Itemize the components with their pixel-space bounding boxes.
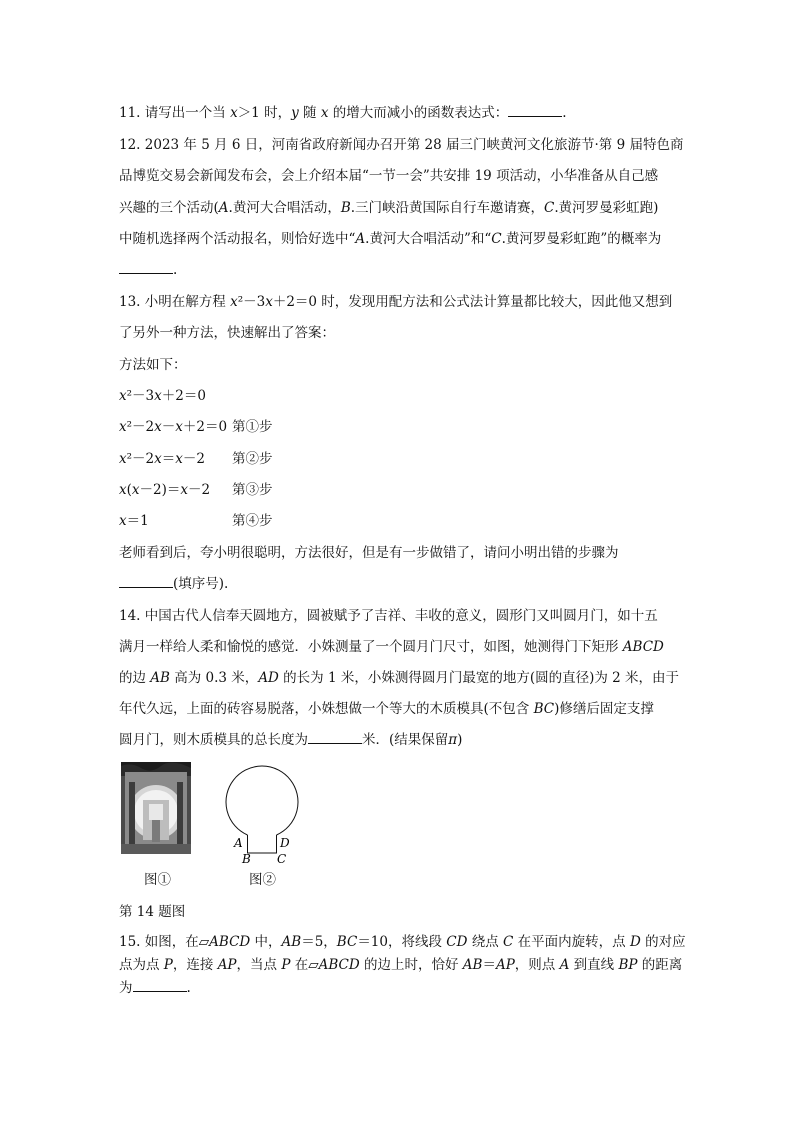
moon-gate-arc — [226, 766, 298, 835]
figure-title-14: 第 14 题图 — [119, 904, 186, 920]
figure-2-caption: 图② — [249, 872, 276, 888]
question-13-line-4: 老师看到后，夸小明很聪明，方法很好，但是有一步做错了，请问小明出错的步骤为 — [119, 545, 619, 561]
parallelogram-symbol: ▱ — [198, 934, 210, 950]
equation-1: x²－2x－x＋2＝0 — [119, 419, 228, 435]
step-label-3: 第③步 — [232, 482, 273, 498]
question-14-line-3: 的边 AB 高为 0.3 米，AD 的长为 1 米，小姝测得圆月门最宽的地方(圆的直径)为 2 米，由于 — [119, 670, 680, 686]
question-13-line-3: 方法如下： — [119, 357, 187, 373]
question-12-line-2: 品博览交易会新闻发布会，会上介绍本届“一节一会”共安排 19 项活动，小华准备从自己感 — [119, 168, 659, 184]
answer-blank-15[interactable] — [133, 979, 187, 992]
question-15-line-2: 点为点 P，连接 AP，当点 P 在▱ABCD 的边上时，恰好 AB＝AP，则点 A 到直线 BP 的距离 — [119, 957, 683, 973]
moon-gate-photo-image — [121, 762, 191, 854]
figure-1-caption: 图① — [144, 872, 171, 888]
question-14-line-5: 圆月门，则木质模具的总长度为 米．(结果保留π) — [119, 732, 463, 748]
door-rectangle — [248, 835, 277, 853]
question-11: 11. 请写出一个当 x＞1 时，y 随 x 的增大而减小的函数表达式： . — [119, 105, 567, 121]
moon-gate-photo — [121, 762, 191, 854]
answer-blank-11[interactable] — [508, 104, 562, 117]
question-15-line-1: 15. 如图，在▱ABCD 中，AB＝5，BC＝10，将线段 CD 绕点 C 在平面内旋转，点 D 的对应 — [119, 934, 686, 950]
answer-blank-12[interactable] — [119, 261, 173, 274]
question-15-line-3: 为 . — [119, 980, 191, 996]
moon-gate-diagram — [222, 762, 302, 866]
answer-blank-13[interactable] — [119, 575, 173, 588]
question-14-line-2: 满月一样给人柔和愉悦的感觉．小姝测量了一个圆月门尺寸，如图，她测得门下矩形 ABCD — [119, 639, 664, 655]
question-14-line-1: 14. 中国古代人信奉天圆地方，圆被赋予了吉祥、丰收的意义，圆形门又叫圆月门，如十五 — [119, 608, 658, 624]
question-14-line-4: 年代久远，上面的砖容易脱落，小姝想做一个等大的木质模具(不包含 BC)修缮后固定支撑 — [119, 701, 654, 717]
label-a: A — [234, 836, 243, 850]
equation-2: x²－2x＝x－2 — [119, 451, 205, 467]
question-12-line-1: 12. 2023 年 5 月 6 日，河南省政府新闻办召开第 28 届三门峡黄河文化旅游节·第 9 届特色商 — [119, 137, 684, 153]
question-12-line-3: 兴趣的三个活动(A.黄河大合唱活动，B.三门峡沿黄国际自行车邀请赛，C.黄河罗曼彩虹跑) — [119, 200, 659, 216]
equation-4: x＝1 — [119, 513, 149, 529]
equation-3: x(x－2)＝x－2 — [119, 482, 211, 498]
parallelogram-symbol: ▱ — [308, 957, 319, 973]
question-12-line-5: . — [119, 261, 177, 279]
step-label-2: 第②步 — [232, 451, 273, 467]
question-12-line-4: 中随机选择两个活动报名，则恰好选中“A.黄河大合唱活动”和“C.黄河罗曼彩虹跑”的概率为 — [119, 231, 662, 247]
answer-blank-14[interactable] — [308, 731, 362, 744]
equation-0: x²－3x＋2＝0 — [119, 388, 206, 404]
question-13-line-2: 了另外一种方法，快速解出了答案： — [119, 325, 335, 341]
step-label-1: 第①步 — [232, 419, 273, 435]
step-label-4: 第④步 — [232, 513, 273, 529]
question-13-line-1: 13. 小明在解方程 x²－3x＋2＝0 时，发现用配方法和公式法计算量都比较大，因此他又想到 — [119, 294, 673, 310]
label-d: D — [280, 836, 290, 850]
label-c: C — [277, 852, 287, 866]
label-b: B — [242, 852, 251, 866]
question-13-line-5: (填序号). — [119, 575, 228, 593]
